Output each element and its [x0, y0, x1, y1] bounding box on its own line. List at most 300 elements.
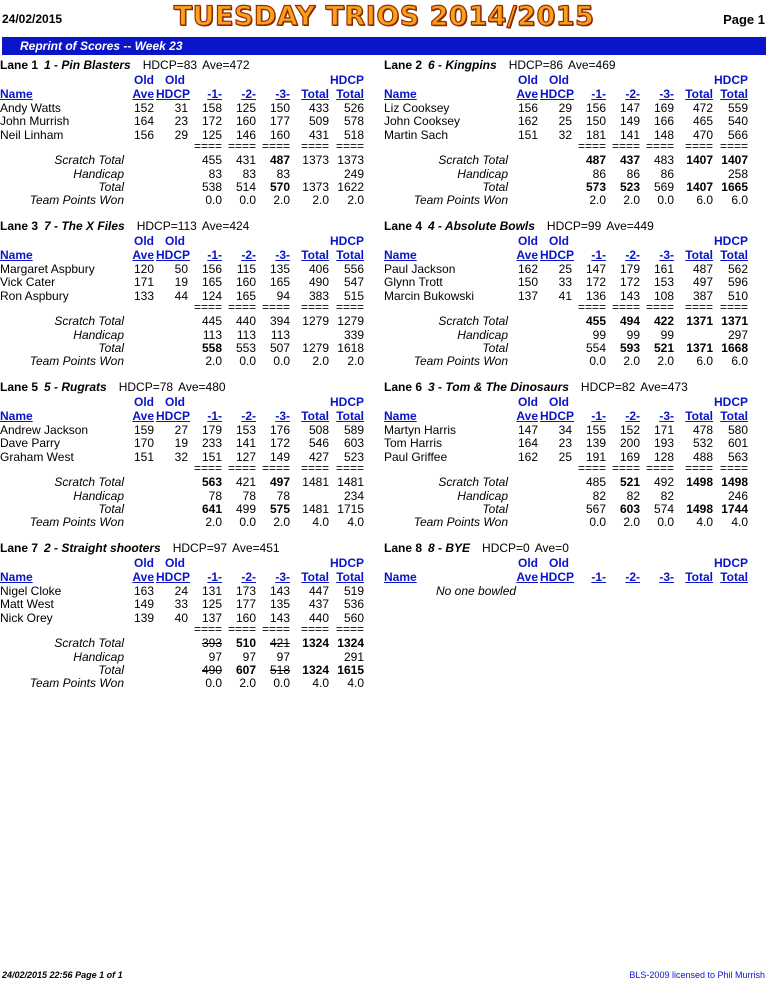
separator-g2: ==== — [611, 461, 640, 476]
player-g3: 193 — [653, 436, 674, 451]
player-hdcp: 33 — [174, 597, 188, 612]
summary-label-points: Team Points Won — [413, 515, 508, 530]
player-hdcp: 44 — [174, 288, 188, 303]
team-average: Ave=473 — [640, 380, 688, 394]
player-g3: 143 — [269, 584, 290, 598]
summary-handicap-htotal: 291 — [343, 649, 364, 664]
summary-handicap-htotal: 339 — [343, 327, 364, 342]
player-hdcp: 32 — [558, 127, 572, 142]
summary-label-points: Team Points Won — [29, 354, 124, 369]
player-hdcp: 25 — [558, 449, 572, 464]
summary-handicap-g2: 82 — [626, 488, 640, 503]
player-name: Paul Griffee — [384, 449, 448, 464]
summary-label-points: Team Points Won — [29, 515, 124, 530]
summary-scratch-htotal: 1279 — [337, 314, 364, 329]
player-total: 488 — [692, 449, 713, 464]
summary-label-scratch: Scratch Total — [54, 475, 124, 490]
summary-label-scratch: Scratch Total — [438, 153, 508, 168]
player-hdcp: 40 — [174, 610, 188, 625]
col-header-htotal: Total — [720, 409, 748, 423]
summary-points-total: 6.0 — [696, 193, 713, 208]
player-g2: 141 — [619, 127, 640, 142]
lane-block — [0, 58, 380, 216]
col-header-hdcp: HDCP — [714, 73, 749, 87]
col-header-hdcp: HDCP — [540, 87, 575, 101]
summary-scratch-g2: 421 — [235, 475, 256, 490]
summary-points-g1: 0.0 — [205, 676, 222, 691]
player-g3: 150 — [269, 101, 290, 115]
lane-number: Lane 4 — [384, 219, 423, 233]
col-header-ave: Ave — [132, 570, 154, 584]
player-g2: 146 — [235, 127, 256, 142]
col-header-g2: -2- — [241, 248, 256, 262]
separator-g1: ==== — [193, 139, 222, 154]
col-header-htotal: Total — [720, 248, 748, 262]
player-ave: 171 — [133, 275, 154, 290]
player-g3: 171 — [653, 423, 674, 437]
separator-g3: ==== — [645, 300, 674, 315]
player-total: 532 — [692, 436, 713, 451]
player-total: 465 — [692, 114, 713, 129]
separator-g3: ==== — [261, 461, 290, 476]
separator-total: ==== — [684, 461, 713, 476]
summary-handicap-g1: 83 — [208, 166, 222, 181]
team-name: 7 - The X Files — [44, 219, 125, 233]
player-hdcp: 19 — [174, 275, 188, 290]
summary-points-htotal: 2.0 — [347, 354, 364, 369]
separator-g3: ==== — [261, 139, 290, 154]
team-name: 2 - Straight shooters — [44, 541, 161, 555]
summary-points-g3: 0.0 — [657, 515, 674, 530]
summary-points-g3: 2.0 — [657, 354, 674, 369]
summary-scratch-htotal: 1373 — [337, 153, 364, 168]
summary-total-g3: 518 — [269, 663, 290, 677]
lane-block — [384, 380, 764, 538]
col-header-old: Old — [165, 73, 185, 87]
separator-htotal: ==== — [335, 622, 364, 637]
separator-g2: ==== — [227, 139, 256, 154]
col-header-hdcp: HDCP — [330, 234, 365, 248]
summary-points-total: 2.0 — [312, 354, 329, 369]
summary-total-g2: 607 — [235, 663, 256, 677]
summary-label-points: Team Points Won — [413, 193, 508, 208]
col-header-g3: -3- — [659, 570, 674, 584]
summary-points-htotal: 2.0 — [347, 193, 364, 208]
player-hdcp: 32 — [174, 449, 188, 464]
col-header-old: Old — [134, 395, 154, 409]
summary-scratch-htotal: 1324 — [337, 636, 364, 651]
col-header-hdcp: HDCP — [330, 73, 365, 87]
lane-heading — [0, 541, 280, 555]
lane-heading — [384, 219, 654, 233]
summary-label-handicap: Handicap — [457, 166, 508, 181]
summary-points-g1: 2.0 — [205, 354, 222, 369]
col-header-g1: -1- — [207, 248, 222, 262]
lane-heading — [0, 219, 249, 233]
summary-scratch-htotal: 1498 — [721, 475, 748, 490]
summary-total-g3: 575 — [269, 502, 290, 516]
summary-handicap-htotal: 297 — [727, 327, 748, 342]
summary-points-g2: 0.0 — [239, 354, 256, 369]
col-header-g1: -1- — [591, 409, 606, 423]
summary-scratch-htotal: 1371 — [721, 314, 748, 329]
summary-handicap-g3: 78 — [276, 488, 290, 503]
summary-points-g2: 0.0 — [239, 515, 256, 530]
col-header-name: Name — [0, 570, 33, 584]
col-header-total: Total — [685, 248, 713, 262]
col-header-ave: Ave — [516, 570, 538, 584]
summary-total-g1: 641 — [201, 502, 222, 516]
player-hdcp: 29 — [558, 101, 572, 115]
player-htotal: 515 — [343, 288, 364, 303]
summary-handicap-htotal: 258 — [727, 166, 748, 181]
summary-total-htotal: 1622 — [337, 180, 364, 194]
separator-htotal: ==== — [719, 461, 748, 476]
player-total: 433 — [308, 101, 329, 115]
col-header-g1: -1- — [207, 409, 222, 423]
player-name: Andy Watts — [0, 101, 61, 115]
col-header-name: Name — [384, 87, 417, 101]
summary-handicap-g3: 83 — [276, 166, 290, 181]
col-header-name: Name — [0, 409, 33, 423]
player-htotal: 563 — [727, 449, 748, 464]
summary-handicap-g1: 99 — [592, 327, 606, 342]
player-total: 431 — [308, 127, 329, 142]
player-hdcp: 41 — [558, 288, 572, 303]
col-header-ave: Ave — [516, 409, 538, 423]
player-g3: 166 — [653, 114, 674, 129]
separator-total: ==== — [684, 300, 713, 315]
player-total: 406 — [308, 262, 329, 276]
summary-label-scratch: Scratch Total — [438, 314, 508, 329]
summary-handicap-g2: 86 — [626, 166, 640, 181]
separator-g2: ==== — [611, 139, 640, 154]
page-number: Page 1 — [723, 12, 765, 27]
col-header-total: Total — [301, 87, 329, 101]
team-name: 4 - Absolute Bowls — [428, 219, 535, 233]
separator-htotal: ==== — [335, 300, 364, 315]
col-header-htotal: Total — [336, 87, 364, 101]
team-average: Ave=469 — [568, 58, 616, 72]
player-g2: 149 — [619, 114, 640, 129]
footer-license: BLS-2009 licensed to Phil Murrish — [629, 970, 765, 980]
lane-number: Lane 1 — [0, 58, 39, 72]
player-htotal: 589 — [343, 423, 364, 437]
player-g3: 172 — [269, 436, 290, 451]
player-total: 437 — [308, 597, 329, 612]
separator-g3: ==== — [261, 300, 290, 315]
col-header-g3: -3- — [659, 248, 674, 262]
col-header-g1: -1- — [591, 248, 606, 262]
team-average: Ave=472 — [202, 58, 250, 72]
summary-scratch-g3: 422 — [653, 314, 674, 329]
player-g3: 135 — [269, 262, 290, 276]
separator-g1: ==== — [577, 300, 606, 315]
col-header-old: Old — [165, 556, 185, 570]
lane-block — [0, 380, 380, 538]
summary-label-scratch: Scratch Total — [54, 153, 124, 168]
col-header-g1: -1- — [591, 87, 606, 101]
summary-scratch-g2: 494 — [619, 314, 640, 329]
col-header-total: Total — [685, 87, 713, 101]
player-g3: 153 — [653, 275, 674, 290]
player-htotal: 526 — [343, 101, 364, 115]
col-header-hdcp: HDCP — [540, 409, 575, 423]
player-name: Neil Linham — [0, 127, 64, 142]
summary-label-total: Total — [482, 341, 508, 355]
summary-total-htotal: 1618 — [337, 341, 364, 355]
summary-points-total: 4.0 — [696, 515, 713, 530]
lane-number: Lane 8 — [384, 541, 423, 555]
summary-points-g1: 2.0 — [589, 193, 606, 208]
summary-total-htotal: 1615 — [337, 663, 364, 677]
player-g3: 143 — [269, 610, 290, 625]
player-g1: 136 — [585, 288, 606, 303]
col-header-name: Name — [0, 87, 33, 101]
col-header-g1: -1- — [207, 87, 222, 101]
col-header-g3: -3- — [275, 87, 290, 101]
summary-scratch-g1: 455 — [585, 314, 606, 329]
separator-g1: ==== — [577, 139, 606, 154]
col-header-htotal: Total — [720, 87, 748, 101]
player-g2: 152 — [619, 423, 640, 437]
player-hdcp: 23 — [174, 114, 188, 129]
player-htotal: 560 — [343, 610, 364, 625]
player-htotal: 603 — [343, 436, 364, 451]
player-total: 447 — [308, 584, 329, 598]
col-header-ave: Ave — [132, 87, 154, 101]
player-g1: 125 — [201, 127, 222, 142]
summary-label-total: Total — [482, 180, 508, 194]
player-hdcp: 31 — [174, 101, 188, 115]
summary-scratch-g1: 393 — [201, 636, 222, 651]
summary-scratch-g3: 492 — [653, 475, 674, 490]
col-header-old: Old — [134, 73, 154, 87]
player-name: Andrew Jackson — [0, 423, 89, 437]
lane-heading — [0, 380, 226, 394]
summary-total-g2: 514 — [235, 180, 256, 194]
player-name: Dave Parry — [0, 436, 61, 451]
summary-handicap-g2: 99 — [626, 327, 640, 342]
col-header-old: Old — [518, 556, 538, 570]
team-average: Ave=451 — [232, 541, 280, 555]
col-header-htotal: Total — [336, 409, 364, 423]
player-g3: 160 — [269, 127, 290, 142]
player-g3: 169 — [653, 101, 674, 115]
player-name: Martin Sach — [384, 127, 449, 142]
summary-label-handicap: Handicap — [73, 649, 124, 664]
col-header-hdcp: HDCP — [540, 248, 575, 262]
summary-label-points: Team Points Won — [413, 354, 508, 369]
player-name: Margaret Aspbury — [0, 262, 95, 276]
player-ave: 133 — [133, 288, 154, 303]
player-g2: 125 — [235, 101, 256, 115]
player-name: Matt West — [0, 597, 54, 612]
summary-scratch-g2: 510 — [235, 636, 256, 651]
player-g1: 125 — [201, 597, 222, 612]
col-header-g3: -3- — [659, 409, 674, 423]
col-header-old: Old — [549, 234, 569, 248]
col-header-g1: -1- — [207, 570, 222, 584]
summary-label-scratch: Scratch Total — [54, 314, 124, 329]
summary-scratch-total: 1498 — [686, 475, 713, 490]
summary-label-handicap: Handicap — [457, 327, 508, 342]
player-g2: 141 — [235, 436, 256, 451]
separator-total: ==== — [300, 139, 329, 154]
separator-total: ==== — [684, 139, 713, 154]
team-average: Ave=449 — [606, 219, 654, 233]
summary-label-scratch: Scratch Total — [54, 636, 124, 651]
team-average: Ave=0 — [534, 541, 569, 555]
col-header-ave: Ave — [132, 248, 154, 262]
col-header-total: Total — [685, 409, 713, 423]
team-handicap: HDCP=113 — [136, 219, 197, 233]
summary-total-total: 1407 — [686, 180, 713, 194]
col-header-g2: -2- — [625, 87, 640, 101]
summary-scratch-g1: 563 — [201, 475, 222, 490]
team-average: Ave=424 — [201, 219, 250, 233]
summary-points-g3: 2.0 — [273, 193, 290, 208]
player-g1: 147 — [585, 262, 606, 276]
player-htotal: 596 — [727, 275, 748, 290]
summary-total-g3: 570 — [269, 180, 290, 194]
team-handicap: HDCP=97 — [172, 541, 228, 555]
col-header-ave: Ave — [516, 248, 538, 262]
summary-points-total: 4.0 — [312, 515, 329, 530]
summary-points-htotal: 4.0 — [347, 515, 364, 530]
summary-label-total: Total — [98, 663, 124, 677]
player-g2: 173 — [235, 584, 256, 598]
summary-label-points: Team Points Won — [29, 193, 124, 208]
separator-total: ==== — [300, 622, 329, 637]
summary-points-htotal: 4.0 — [347, 676, 364, 691]
summary-scratch-total: 1279 — [302, 314, 329, 329]
player-g1: 156 — [201, 262, 222, 276]
player-g1: 124 — [201, 288, 222, 303]
team-handicap: HDCP=83 — [142, 58, 198, 72]
col-header-hdcp: HDCP — [156, 409, 191, 423]
col-header-total: Total — [301, 409, 329, 423]
reprint-banner — [2, 37, 766, 55]
player-htotal: 540 — [727, 114, 748, 129]
col-header-name: Name — [0, 248, 33, 262]
player-g1: 179 — [201, 423, 222, 437]
player-ave: 137 — [517, 288, 538, 303]
col-header-g2: -2- — [625, 248, 640, 262]
separator-htotal: ==== — [335, 461, 364, 476]
col-header-g3: -3- — [659, 87, 674, 101]
lane-heading — [384, 380, 688, 394]
player-ave: 120 — [133, 262, 154, 276]
summary-total-g1: 538 — [201, 180, 222, 194]
col-header-g2: -2- — [241, 570, 256, 584]
player-ave: 162 — [517, 262, 538, 276]
summary-scratch-g3: 497 — [269, 475, 290, 490]
separator-total: ==== — [300, 300, 329, 315]
summary-handicap-htotal: 234 — [343, 488, 364, 503]
separator-total: ==== — [300, 461, 329, 476]
summary-label-total: Total — [98, 180, 124, 194]
player-htotal: 562 — [727, 262, 748, 276]
summary-total-g2: 593 — [619, 341, 640, 355]
player-g1: 156 — [585, 101, 606, 115]
separator-htotal: ==== — [335, 139, 364, 154]
player-ave: 151 — [517, 127, 538, 142]
summary-scratch-total: 1371 — [686, 314, 713, 329]
summary-label-handicap: Handicap — [73, 488, 124, 503]
summary-points-g2: 2.0 — [239, 676, 256, 691]
player-g3: 177 — [269, 114, 290, 129]
summary-scratch-g1: 485 — [585, 475, 606, 490]
player-g2: 172 — [619, 275, 640, 290]
player-total: 470 — [692, 127, 713, 142]
player-g1: 172 — [201, 114, 222, 129]
col-header-g2: -2- — [241, 87, 256, 101]
lane-block — [0, 219, 380, 377]
summary-handicap-g2: 83 — [242, 166, 256, 181]
team-name: 8 - BYE — [428, 541, 471, 555]
player-total: 478 — [692, 423, 713, 437]
player-htotal: 580 — [727, 423, 748, 437]
summary-scratch-g3: 483 — [653, 153, 674, 168]
player-g1: 155 — [585, 423, 606, 437]
summary-total-g3: 521 — [653, 341, 674, 355]
summary-total-total: 1481 — [302, 502, 329, 516]
player-ave: 156 — [517, 101, 538, 115]
report-date: 24/02/2015 — [2, 12, 63, 26]
col-header-hdcp: HDCP — [156, 87, 191, 101]
col-header-g1: -1- — [591, 570, 606, 584]
player-g2: 179 — [619, 262, 640, 276]
summary-total-g1: 490 — [201, 663, 222, 677]
separator-g3: ==== — [645, 461, 674, 476]
player-name: John Murrish — [0, 114, 70, 129]
separator-g2: ==== — [227, 622, 256, 637]
player-ave: 162 — [517, 449, 538, 464]
lane-block — [384, 219, 764, 377]
col-header-hdcp: HDCP — [714, 556, 749, 570]
summary-handicap-htotal: 246 — [727, 488, 748, 503]
lane-number: Lane 5 — [0, 380, 39, 394]
player-g3: 148 — [653, 127, 674, 142]
col-header-old: Old — [134, 556, 154, 570]
player-ave: 151 — [133, 449, 154, 464]
player-name: Martyn Harris — [384, 423, 457, 437]
col-header-ave: Ave — [132, 409, 154, 423]
separator-g3: ==== — [261, 622, 290, 637]
summary-scratch-g3: 394 — [269, 314, 290, 329]
player-hdcp: 33 — [558, 275, 572, 290]
col-header-hdcp: HDCP — [540, 570, 575, 584]
team-handicap: HDCP=0 — [482, 541, 530, 555]
player-g2: 160 — [235, 610, 256, 625]
player-g1: 172 — [585, 275, 606, 290]
player-total: 546 — [308, 436, 329, 451]
summary-total-g1: 558 — [201, 341, 222, 355]
summary-scratch-g2: 521 — [619, 475, 640, 490]
summary-total-total: 1371 — [686, 341, 713, 355]
col-header-htotal: Total — [336, 248, 364, 262]
player-total: 497 — [692, 275, 713, 290]
player-name: Glynn Trott — [384, 275, 443, 290]
player-g1: 191 — [585, 449, 606, 464]
player-ave: 147 — [517, 423, 538, 437]
col-header-total: Total — [301, 248, 329, 262]
summary-points-g3: 2.0 — [273, 515, 290, 530]
col-header-g2: -2- — [625, 570, 640, 584]
player-ave: 164 — [517, 436, 538, 451]
player-g3: 149 — [269, 449, 290, 464]
